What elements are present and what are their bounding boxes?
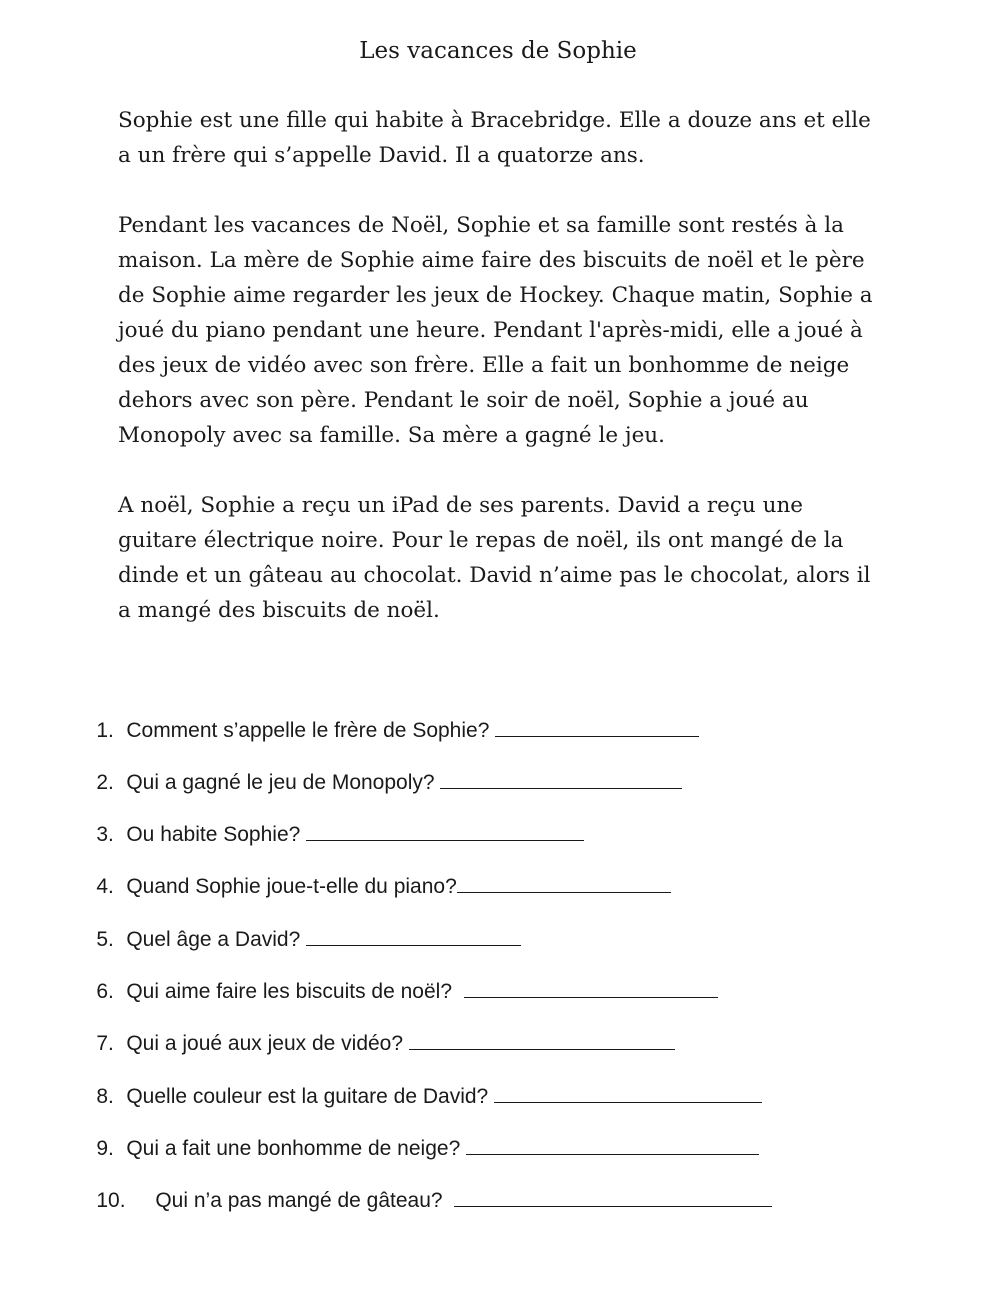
question-text: Quand Sophie joue-t-elle du piano? (126, 875, 457, 898)
question-item (73, 1162, 772, 1240)
paragraph-1 (118, 103, 888, 173)
answer-blank[interactable] (466, 1136, 759, 1155)
story-line: maison. La mère de Sophie aime faire des biscuits de noël et le père (118, 248, 865, 273)
question-text: Ou habite Sophie? (126, 823, 307, 846)
story-line: Pendant les vacances de Noël, Sophie et sa famille sont restés à la (118, 213, 844, 238)
answer-blank[interactable] (409, 1031, 675, 1050)
question-number: 9. (96, 1137, 114, 1160)
story-line: joué du piano pendant une heure. Pendant l'après-midi, elle a joué à (118, 318, 863, 343)
answer-blank[interactable] (494, 1084, 762, 1103)
story-line: dehors avec son père. Pendant le soir de noël, Sophie a joué au (118, 388, 809, 413)
answer-blank[interactable] (440, 770, 682, 789)
answer-blank[interactable] (454, 1188, 772, 1207)
answer-blank[interactable] (306, 927, 521, 946)
paragraph-3 (118, 488, 888, 628)
story-line: A noël, Sophie a reçu un iPad de ses parents. David a reçu une (118, 493, 804, 518)
question-text: Quel âge a David? (126, 928, 307, 951)
question-number: 8. (96, 1085, 114, 1108)
story-line: des jeux de vidéo avec son frère. Elle a fait un bonhomme de neige (118, 353, 850, 378)
paragraph-2 (118, 208, 888, 453)
question-number: 1. (96, 719, 114, 742)
question-text: Qui n’a pas mangé de gâteau? (155, 1189, 455, 1212)
story-line: Monopoly avec sa famille. Sa mère a gagné le jeu. (118, 423, 665, 448)
question-number: 4. (96, 875, 114, 898)
story-line: Sophie est une fille qui habite à Bracebridge. Elle a douze ans et elle (118, 108, 871, 133)
story-line: a mangé des biscuits de noël. (118, 598, 440, 623)
answer-blank[interactable] (457, 874, 671, 893)
question-text: Qui a joué aux jeux de vidéo? (126, 1032, 409, 1055)
answer-blank[interactable] (464, 979, 718, 998)
story-text (118, 103, 888, 663)
question-text: Quelle couleur est la guitare de David? (126, 1085, 495, 1108)
page-title: Les vacances de Sophie (359, 38, 637, 64)
question-number: 3. (96, 823, 114, 846)
question-number: 6. (96, 980, 114, 1003)
question-text: Qui a fait une bonhomme de neige? (126, 1137, 467, 1160)
question-text: Qui aime faire les biscuits de noël? (126, 980, 464, 1003)
answer-blank[interactable] (306, 822, 584, 841)
question-text: Comment s’appelle le frère de Sophie? (126, 719, 496, 742)
answer-blank[interactable] (495, 718, 699, 737)
story-line: dinde et un gâteau au chocolat. David n’aime pas le chocolat, alors il (118, 563, 871, 588)
question-number: 10. (96, 1189, 126, 1212)
question-number: 7. (96, 1032, 114, 1055)
story-line: a un frère qui s’appelle David. Il a quatorze ans. (118, 143, 645, 168)
question-number: 2. (96, 771, 114, 794)
story-line: guitare électrique noire. Pour le repas de noël, ils ont mangé de la (118, 528, 844, 553)
question-text: Qui a gagné le jeu de Monopoly? (126, 771, 441, 794)
story-line: de Sophie aime regarder les jeux de Hockey. Chaque matin, Sophie a (118, 283, 873, 308)
question-number: 5. (96, 928, 114, 951)
